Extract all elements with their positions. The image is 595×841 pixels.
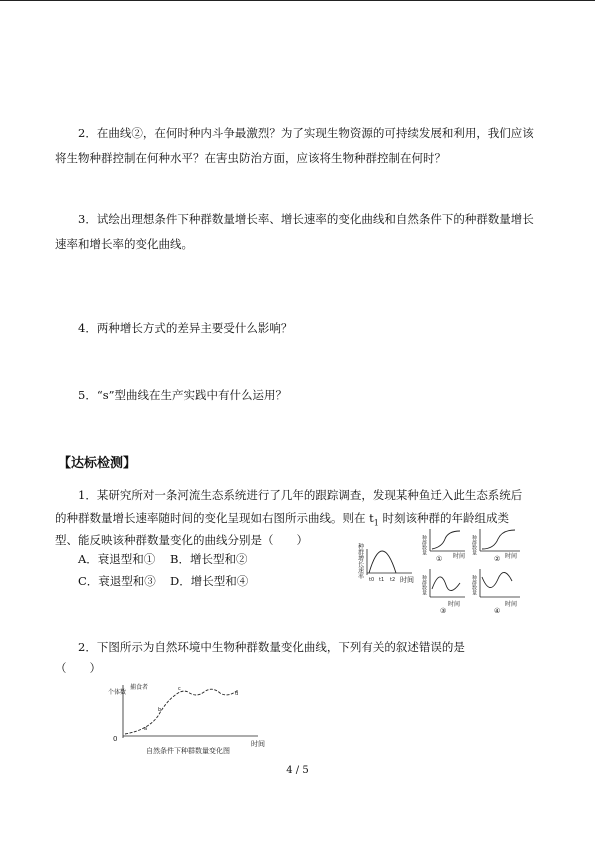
option-a: A．衰退型和① — [78, 552, 156, 566]
t0-label: t0 — [369, 577, 375, 583]
fig2-point-a: a — [144, 726, 148, 732]
option-b: B．增长型和② — [170, 552, 248, 566]
test-q2-line2: （ ） — [55, 661, 101, 675]
option-d: D．增长型和④ — [170, 574, 249, 588]
main-xlabel: 时间 — [400, 576, 414, 584]
page-number: 4 / 5 — [286, 765, 309, 776]
fig2-caption: 自然条件下种群数量变化图 — [146, 747, 230, 755]
fig2-ylabel2: 捕食者 — [130, 684, 149, 691]
fig2-ylabel: 个体数 — [108, 689, 127, 696]
question-4: 4．两种增长方式的差异主要受什么影响？ — [78, 321, 293, 335]
subgraph-2 — [471, 529, 520, 563]
subgraph-3 — [421, 569, 465, 615]
header-rule — [0, 0, 595, 1]
main-rate-graph — [357, 542, 415, 584]
sub4-label: ④ — [494, 607, 501, 615]
sub3-label: ③ — [440, 607, 447, 615]
t2-label: t2 — [390, 577, 396, 583]
sub2-ylabel: 种群数量 — [471, 535, 477, 555]
t1-label: t1 — [379, 577, 385, 583]
question-3: 3．试绘出理想条件下种群数量增长率、增长速率的变化曲线和自然条件下的种群数量增长速率和增长率的变化曲线。 — [55, 212, 534, 251]
test-q1-line3: 型、能反映该种群数量变化的曲线分别是（ ） — [55, 533, 308, 547]
sub2-xlabel: 时间 — [505, 553, 518, 560]
sub3-xlabel: 时间 — [448, 601, 461, 608]
sub2-label: ② — [494, 555, 501, 563]
population-curve-figure — [108, 680, 268, 760]
fig2-xlabel: 时间 — [251, 740, 265, 748]
sub3-ylabel: 种群数量 — [421, 575, 427, 595]
test-q1-line1: 1．某研究所对一条河流生态系统进行了几年的跟踪调查，发现某种鱼迁入此生态系统后 — [78, 488, 523, 502]
main-ylabel: 种群增长速率 — [356, 543, 364, 579]
sub4-ylabel: 种群数量 — [471, 575, 477, 595]
sub1-label: ① — [436, 555, 443, 563]
growth-rate-figure — [356, 527, 535, 615]
question-5: 5．“s”型曲线在生产实践中有什么运用？ — [78, 388, 287, 402]
sub1-ylabel: 种群数量 — [421, 535, 427, 555]
subgraph-4 — [471, 569, 520, 615]
option-c: C．衰退型和③ — [78, 574, 156, 588]
test-q2-line1: 2．下图所示为自然环境中生物种群数量变化曲线，下列有关的叙述错误的是 — [78, 640, 465, 654]
fig2-point-b: b — [158, 707, 162, 713]
fig2-origin: 0 — [113, 735, 118, 743]
question-2: 2．在曲线②，在何时种内斗争最激烈？为了实现生物资源的可持续发展和利用，我们应该将生物种群控制在何种水平？在害虫防治方面，应该将生物种群控制在何时？ — [55, 126, 534, 165]
section-title: 【达标检测】 — [58, 456, 137, 471]
subgraph-1 — [421, 529, 465, 563]
test-q1-line2: 的种群数量增长速率随时间的变化呈现如右图所示曲线。则在 $t_1$ 时刻该种群的年龄组成类 — [55, 511, 510, 528]
sub4-xlabel: 时间 — [505, 601, 518, 608]
fig2-point-d: d — [235, 691, 239, 697]
sub1-xlabel: 时间 — [453, 553, 466, 560]
fig2-point-c: c — [178, 686, 181, 692]
